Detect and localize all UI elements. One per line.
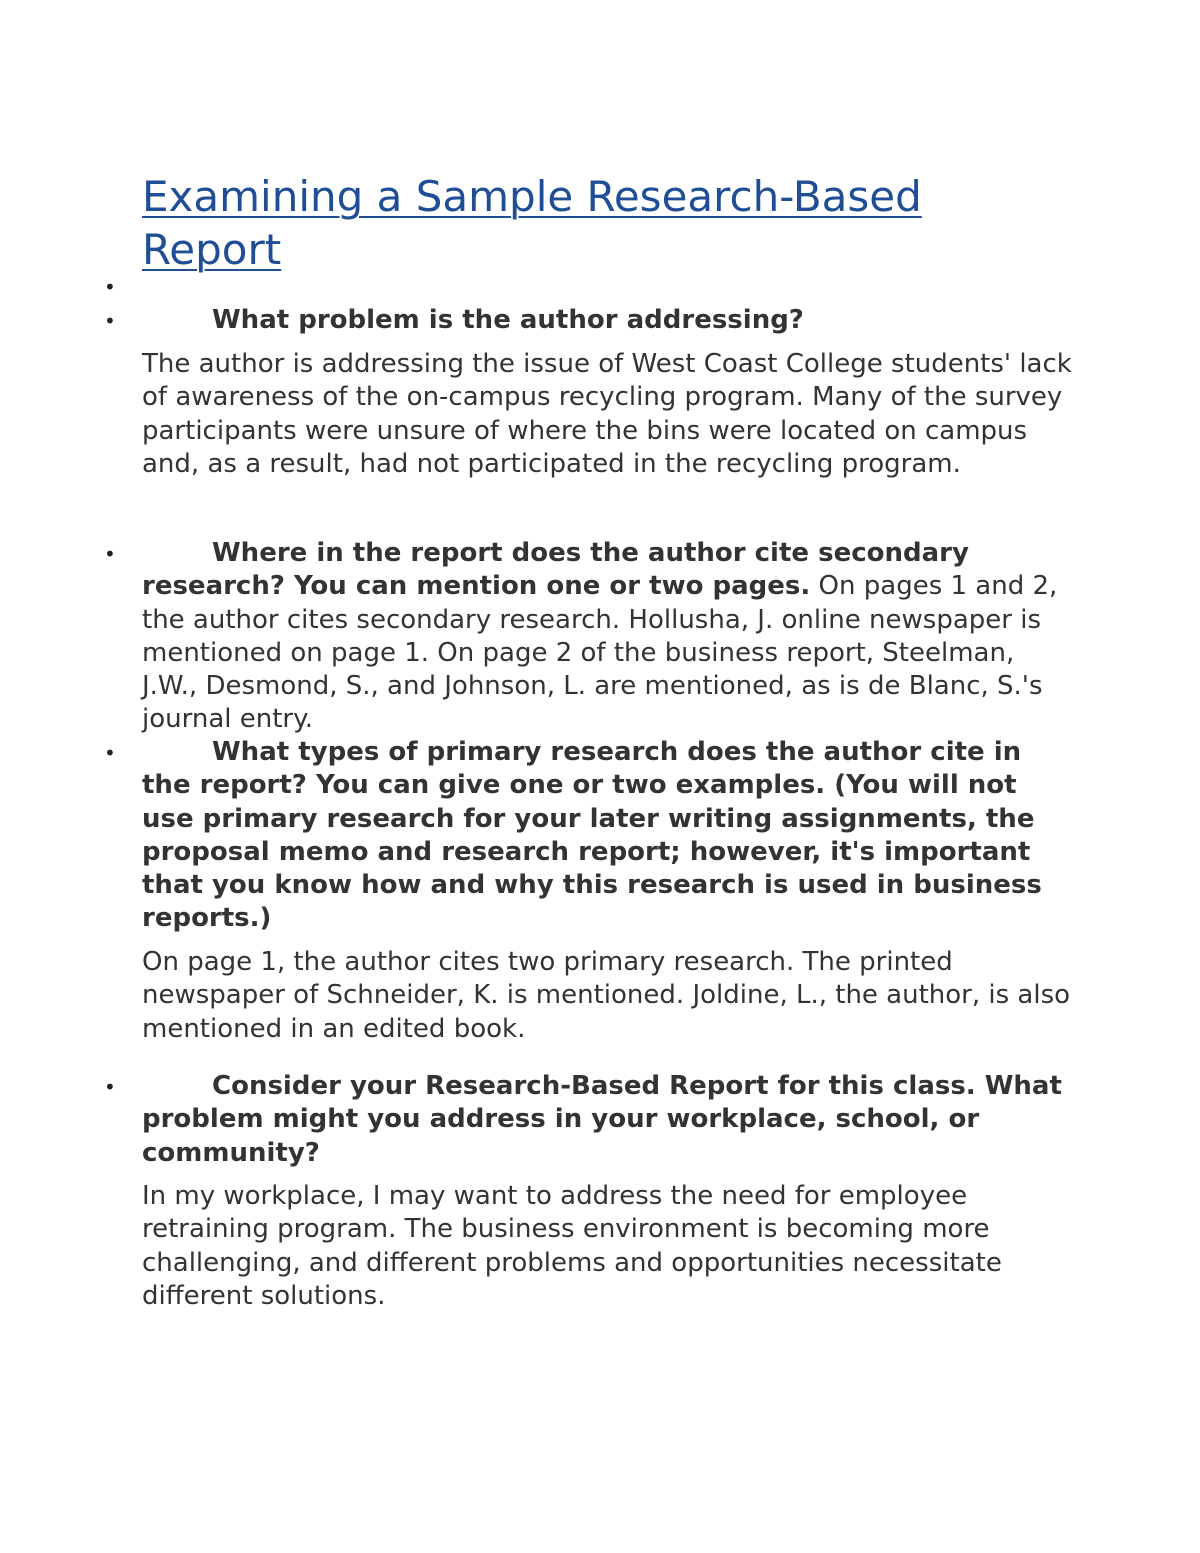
item-2 [142, 537, 1072, 737]
empty-bullet: • [104, 275, 116, 299]
document-title: Examining a Sample Research-Based Report [142, 172, 922, 274]
bullet-1: • [104, 309, 116, 333]
bullet-3: • [104, 741, 116, 765]
answer-3: On page 1, the author cites two primary research. The printed newspaper of Schneider, K. is mentioned. Joldine, L., the author, is also mentioned in an edited book. [142, 947, 1071, 1044]
bullet-2: • [104, 542, 116, 566]
question-3-text: What types of primary research does the author cite in the report? You can give one or two examples. (You will not use primary research for your later writing assignments, the proposal memo and research report; however, it's important that you know how and why this research is used in business reports.) [142, 737, 1042, 934]
question-2-text: Where in the report does the author cite secondary research? You can mention one or two pages. [142, 538, 969, 602]
answer-4: In my workplace, I may want to address the need for employee retraining program. The business environment is becoming more challenging, and different problems and opportunities necessitate different solutions. [142, 1181, 1002, 1311]
question-1 [142, 304, 1072, 337]
bullet-4: • [104, 1075, 116, 1099]
question-1-text: What problem is the author addressing? [212, 305, 804, 335]
question-3 [142, 736, 1072, 936]
answer-1: The author is addressing the issue of West Coast College students' lack of awareness of the on-campus recycling program. Many of the survey participants were unsure of where the bins were located on campus and, as a result, had not participated in the recycling program. [142, 349, 1072, 479]
question-4-text: Consider your Research-Based Report for this class. What problem might you address in your workplace, school, or community? [142, 1071, 1062, 1168]
answer-2-text: On pages 1 and 2, the author cites secondary research. Hollusha, J. online newspaper is mentioned on page 1. On page 2 of the business report, Steelman, J.W., Desmond, S., and Johnson, L. are mentioned, as is de Blanc, S.'s journal entry. [142, 571, 1058, 735]
question-4 [142, 1070, 1072, 1170]
